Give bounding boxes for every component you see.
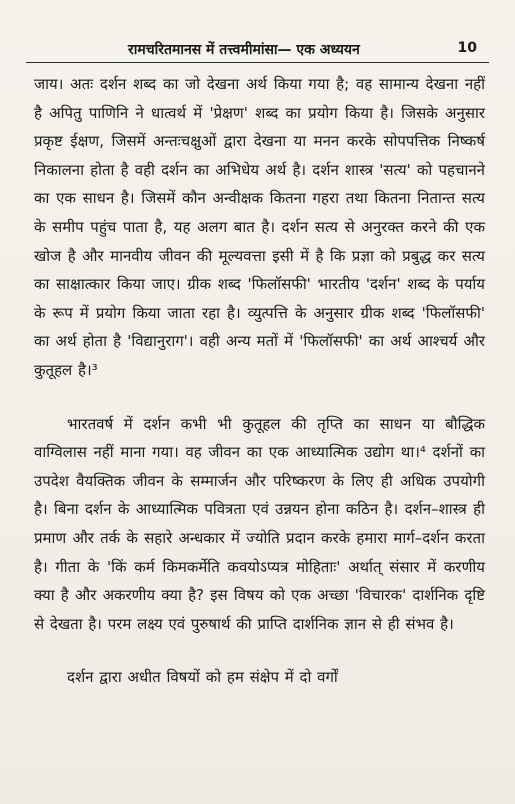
paragraph-1: जाय। अतः दर्शन शब्द का जो देखना अर्थ किया गया है; वह सामान्य देखना नहीं है अपितु पाणिनि ने धात्वर्थ में 'प्रेक्षण' शब्द का प्रयोग किया है। जिसके अनुसार प्रकृष्ट ईक्षण, जिसमें अन्तःचक्षुओं द्वारा देखना या मनन करके सोपपत्तिक निष्कर्ष निकालना होता है वही दर्शन का अभिधेय अर्थ है। दर्शन शास्त्र 'सत्य' को पहचानने का एक साधन है। जिसमें कौन अन्वीक्षक कितना गहरा तथा कितना नितान्त सत्य के समीप पहुंच पाता है, यह अलग बात है। दर्शन सत्य से अनुरक्त करने की एक खोज है और मानवीय जीवन की मूल्यवत्ता इसी में है कि प्रज्ञा को प्रबुद्ध कर सत्य का साक्षात्कार किया जाए। ग्रीक शब्द 'फिलॉसफी' भारतीय 'दर्शन' शब्द के पर्याय के रूप में प्रयोग किया जाता रहा है। व्युत्पत्ति के अनुसार ग्रीक शब्द 'फिलॉसफी' का अर्थ होता है 'विद्यानुराग'। वही अन्य मतों में 'फिलॉसफी' का अर्थ आश्चर्य और कुतूहल है।³: [34, 75, 485, 379]
header-title: रामचरितमानस में तत्त्वमीमांसा— एक अध्ययन: [128, 42, 360, 58]
body-text: [34, 70, 485, 692]
paragraph-2: भारतवर्ष में दर्शन कभी भी कुतूहल की तृप्ति का साधन या बौद्धिक वाग्विलास नहीं माना गया। वह जीवन का एक आध्यात्मिक उद्योग था।⁴ दर्शनों का उपदेश वैयक्तिक जीवन के सम्मार्जन और परिष्करण के लिए ही अधिक उपयोगी है। बिना दर्शन के आध्यात्मिक पवित्रता एवं उन्नयन होना कठिन है। दर्शन–शास्त्र ही प्रमाण और तर्क के सहारे अन्धकार में ज्योति प्रदान करके हमारा मार्ग–दर्शन करता है। गीता के 'किं कर्म किमकर्मेति कवयोऽप्यत्र मोहिताः' अर्थात् संसार में करणीय क्या है और अकरणीय क्या है? इस विषय को एक अच्छा 'विचारक' दार्शनिक दृष्टि से देखता है। परम लक्ष्य एवं पुरुषार्थ की प्राप्ति दार्शनिक ज्ञान से ही संभव है।: [34, 414, 485, 633]
page-number: 10: [457, 40, 477, 56]
paragraph-3: दर्शन द्वारा अधीत विषयों को हम संक्षेप में दो वर्गों: [67, 668, 338, 687]
running-header: [26, 38, 489, 63]
